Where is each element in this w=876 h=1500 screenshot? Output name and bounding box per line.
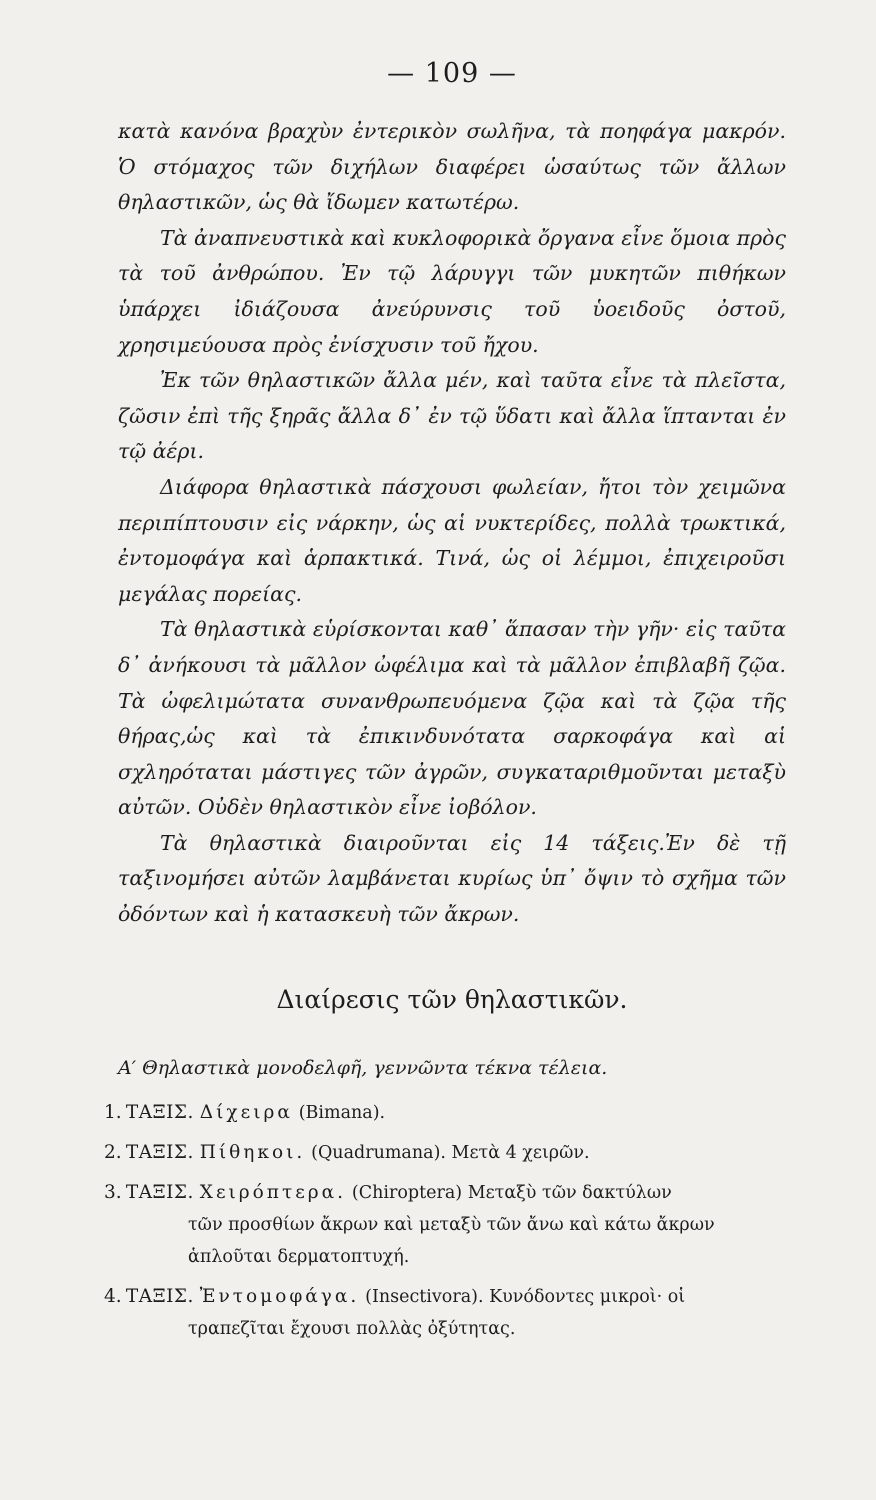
class-intro: Α′ Θηλαστικὰ μονοδελφῆ, γεννῶντα τέκνα τέλεια.: [118, 1056, 608, 1079]
section-heading: Διαίρεσις τῶν θηλαστικῶν.: [276, 984, 628, 1014]
order-description: (Bimana).: [298, 1102, 386, 1123]
order-name: Ἐντομοφάγα.: [199, 1285, 360, 1307]
body-text: [118, 114, 786, 933]
order-number: 4.: [104, 1285, 122, 1307]
order-list: [104, 1097, 786, 1345]
order-number: 1.: [104, 1101, 122, 1123]
order-label: ΤΑΞΙΣ.: [125, 1141, 194, 1163]
paragraph: Ἐκ τῶν θηλαστικῶν ἄλλα μέν, καὶ ταῦτα εἶνε τὰ πλεῖστα, ζῶσιν ἐπὶ τῆς ξηρᾶς ἄλλα δ᾽ ἐν τῷ ὕδατι καὶ ἄλλα ἵπτανται ἐν τῷ ἀέρι.: [118, 368, 786, 464]
order-item: [104, 1177, 786, 1273]
order-label: ΤΑΞΙΣ.: [125, 1101, 194, 1123]
order-number: 3.: [104, 1181, 122, 1203]
order-description-continued: τραπεζῖται ἔχουσι πολλὰς ὀξύτητας.: [188, 1318, 516, 1339]
order-item: [104, 1281, 786, 1345]
paragraph: Τὰ θηλαστικὰ διαιροῦνται εἰς 14 τάξεις.Ἐν δὲ τῇ ταξινομήσει αὐτῶν λαμβάνεται κυρίως ὑπ᾽ ὄψιν τὸ σχῆμα τῶν ὀδόντων καὶ ἡ κατασκευὴ τῶν ἄκρων.: [118, 830, 786, 927]
paragraph: Τὰ θηλαστικὰ εὑρίσκονται καθ᾽ ἅπασαν τὴν γῆν· εἰς ταῦτα δ᾽ ἀνήκουσι τὰ μᾶλλον ὠφέλιμα καὶ τὰ μᾶλλον ἐπιβλαβῆ ζῷα. Τὰ ὠφελιμώτατα συνανθρωπευόμενα ζῷα καὶ τὰ ζῷα τῆς θήρας,ὡς καὶ τὰ ἐπικινδυνότατα σαρκοφάγα καὶ αἱ σχληρόταται μάστιγες τῶν ἀγρῶν, συγκαταριθμοῦνται μεταξὺ αὐτῶν. Οὐδὲν θηλαστικὸν εἶνε ἰοβόλον.: [118, 617, 786, 820]
order-name: Πίθηκοι.: [199, 1141, 306, 1163]
order-label: ΤΑΞΙΣ.: [125, 1181, 194, 1203]
order-name: Χειρόπτερα.: [199, 1181, 347, 1203]
paragraph: κατὰ κανόνα βραχὺν ἐντερικὸν σωλῆνα, τὰ ποηφάγα μακρόν. Ὁ στόμαχος τῶν διχήλων διαφέρει ὡσαύτως τῶν ἄλλων θηλαστικῶν, ὡς θὰ ἴδωμεν κατωτέρω.: [118, 119, 786, 215]
order-item: [104, 1137, 786, 1169]
order-description: (Quadrumana). Μετὰ 4 χειρῶν.: [311, 1142, 590, 1163]
order-description: (Insectivora). Κυνόδοντες μικροὶ· οἱ: [365, 1286, 686, 1307]
page-number: — 109 —: [387, 58, 517, 89]
paragraph: Διάφορα θηλαστικὰ πάσχουσι φωλείαν, ἤτοι τὸν χειμῶνα περιπίπτουσιν εἰς νάρκην, ὡς αἱ νυκτερίδες, πολλὰ τρωκτικά, ἐντομοφάγα καὶ ἁρπακτικά. Τινά, ὡς οἱ λέμμοι, ἐπιχειροῦσι μεγάλας πορείας.: [118, 474, 786, 606]
order-label: ΤΑΞΙΣ.: [125, 1285, 194, 1307]
order-name: Δίχειρα: [199, 1101, 293, 1123]
order-description: (Chiroptera) Μεταξὺ τῶν δακτύλων: [351, 1182, 672, 1203]
order-item: [104, 1097, 786, 1129]
order-number: 2.: [104, 1141, 122, 1163]
paragraph: Τὰ ἀναπνευστικὰ καὶ κυκλοφορικὰ ὄργανα εἶνε ὅμοια πρὸς τὰ τοῦ ἀνθρώπου. Ἐν τῷ λάρυγγι τῶν μυκητῶν πιθήκων ὑπάρχει ἰδιάζουσα ἀνεύρυνσις τοῦ ὑοειδοῦς ὀστοῦ, χρησιμεύουσα πρὸς ἐνίσχυσιν τοῦ ἤχου.: [118, 225, 786, 357]
order-description-continued: τῶν προσθίων ἄκρων καὶ μεταξὺ τῶν ἄνω καὶ κάτω ἄκρων ἁπλοῦται δερματοπτυχή.: [188, 1214, 715, 1267]
